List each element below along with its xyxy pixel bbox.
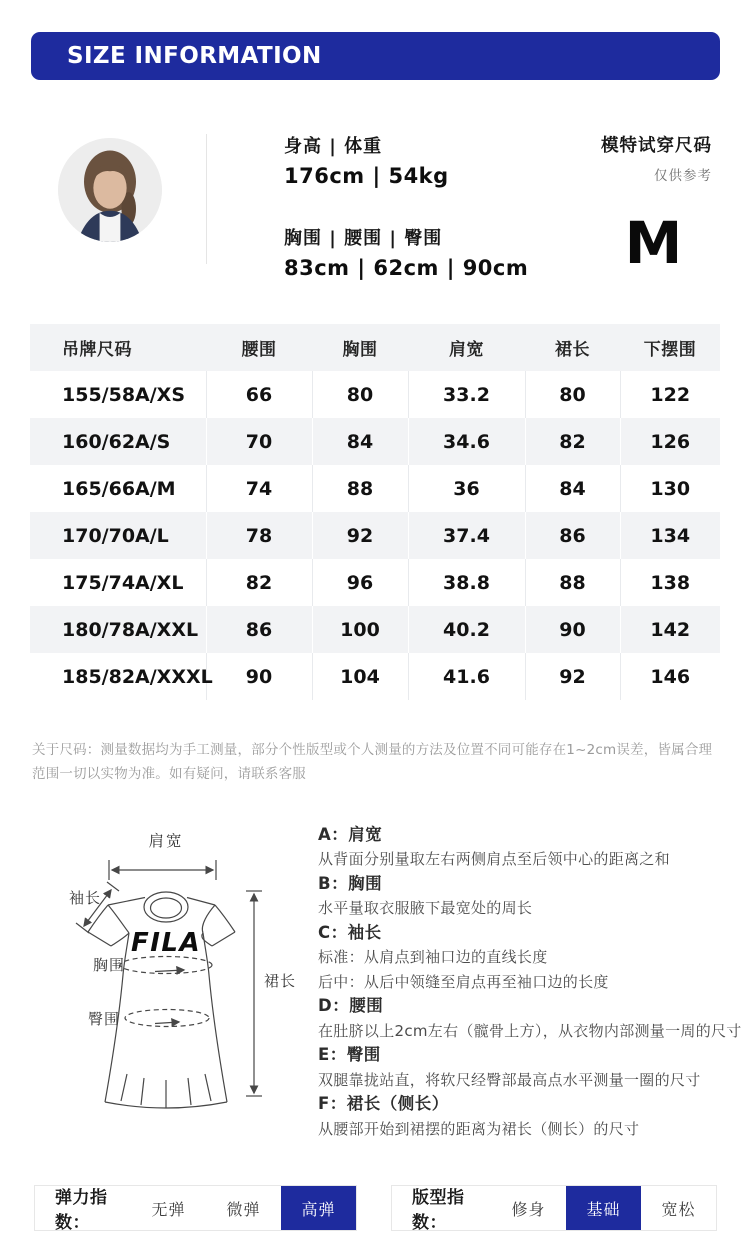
size-value-cell: 104 — [312, 653, 408, 700]
size-value-cell: 82 — [206, 559, 312, 606]
fit-option: 宽松 — [661, 1199, 696, 1219]
size-table-row — [30, 371, 720, 418]
diagram-label-shoulder: 肩宽 — [148, 831, 184, 850]
size-label-cell: 180/78A/XXL — [30, 606, 206, 653]
fit-option: 修身 — [511, 1199, 546, 1219]
dress-diagram-svg — [54, 813, 316, 1118]
elasticity-index-label: 弹力指数： — [55, 1188, 108, 1234]
elastic-option: 无弹 — [151, 1199, 186, 1219]
guide-item-title: A：肩宽 — [318, 824, 383, 844]
size-value-cell: 90 — [525, 606, 620, 653]
elastic-option-selected: 高弹 — [281, 1186, 356, 1230]
guide-item-title: B：胸围 — [318, 873, 383, 893]
size-value-cell: 37.4 — [408, 512, 525, 559]
size-value-cell: 84 — [525, 465, 620, 512]
size-table-row — [30, 653, 720, 700]
size-value-cell: 138 — [620, 559, 720, 606]
size-value-cell: 122 — [620, 371, 720, 418]
size-table-row — [30, 606, 720, 653]
fit-option-selected: 基础 — [566, 1186, 641, 1230]
guide-item-description: 标准：从肩点到袖口边的直线长度 — [318, 948, 548, 967]
size-value-cell: 80 — [312, 371, 408, 418]
diagram-label-chest: 胸围 — [92, 955, 126, 974]
guide-item-description: 在肚脐以上2cm左右（髋骨上方），从衣物内部测量一周的尺寸 — [318, 1021, 742, 1040]
size-value-cell: 84 — [312, 418, 408, 465]
index-section — [34, 1185, 750, 1234]
model-photo — [58, 138, 162, 242]
size-column-header: 下摆围 — [620, 324, 720, 371]
guide-item-title: D：腰围 — [318, 996, 384, 1016]
guide-item-description: 从背面分别量取左右两侧肩点至后领中心的距离之和 — [318, 850, 670, 869]
size-value-cell: 92 — [525, 653, 620, 700]
girth-value: 83cm | 62cm | 90cm — [284, 256, 529, 280]
size-label-cell: 160/62A/S — [30, 418, 206, 465]
fit-index-box — [391, 1185, 717, 1234]
guide-item — [318, 872, 742, 921]
size-disclaimer-text: 关于尺码：测量数据均为手工测量，部分个性版型或个人测量的方法及位置不同可能存在1~2cm误差，皆属合理范围一切以实物为准。如有疑问，请联系客服 — [32, 742, 713, 783]
guide-item-description: 后中：从后中领缝至肩点再至袖口边的长度 — [318, 972, 609, 991]
size-value-cell: 36 — [408, 465, 525, 512]
size-value-cell: 70 — [206, 418, 312, 465]
size-value-cell: 33.2 — [408, 371, 525, 418]
guide-item-title: C：袖长 — [318, 922, 382, 942]
size-table-row — [30, 465, 720, 512]
size-value-cell: 66 — [206, 371, 312, 418]
diagram-label-sleeve: 袖长 — [68, 888, 102, 907]
size-value-cell: 86 — [525, 512, 620, 559]
guide-item-title: E：臀围 — [318, 1045, 381, 1065]
size-column-header: 胸围 — [312, 324, 408, 371]
size-value-cell: 41.6 — [408, 653, 525, 700]
size-value-cell: 74 — [206, 465, 312, 512]
size-value-cell: 80 — [525, 371, 620, 418]
section-header-bar — [31, 32, 720, 80]
size-label-cell: 175/74A/XL — [62, 571, 184, 594]
size-value-cell: 82 — [525, 418, 620, 465]
size-value-cell: 34.6 — [408, 418, 525, 465]
guide-item — [318, 921, 742, 995]
measure-guide-list — [318, 813, 742, 1142]
tryon-size-value: M — [624, 209, 683, 277]
guide-item — [318, 1092, 742, 1141]
size-value-cell: 90 — [206, 653, 312, 700]
elasticity-index-box — [34, 1185, 357, 1234]
size-value-cell: 86 — [206, 606, 312, 653]
measurement-guide-section — [0, 813, 750, 1142]
size-value-cell: 130 — [620, 465, 720, 512]
size-value-cell: 96 — [312, 559, 408, 606]
size-label-cell: 165/66A/M — [62, 477, 176, 500]
vertical-divider — [206, 134, 207, 264]
guide-item — [318, 1043, 742, 1092]
guide-item — [318, 823, 742, 872]
size-label-cell: 155/58A/XS — [62, 383, 186, 406]
size-chart-table — [30, 324, 720, 700]
size-column-header: 肩宽 — [408, 324, 525, 371]
guide-item — [318, 994, 742, 1043]
fila-logo: FILA — [130, 927, 202, 958]
size-value-cell: 88 — [525, 559, 620, 606]
model-measurements — [284, 132, 528, 280]
size-value-cell: 126 — [620, 418, 720, 465]
size-value-cell: 92 — [312, 512, 408, 559]
fit-index-label: 版型指数： — [412, 1188, 465, 1234]
page-title: SIZE INFORMATION — [67, 43, 322, 69]
size-column-header: 腰围 — [206, 324, 312, 371]
size-value-cell: 40.2 — [408, 606, 525, 653]
guide-item-description: 双腿靠拢站直，将软尺经臀部最高点水平测量一圈的尺寸 — [318, 1070, 701, 1089]
size-value-cell: 38.8 — [408, 559, 525, 606]
size-table-row — [30, 512, 720, 559]
model-info-section — [58, 130, 712, 280]
guide-item-description: 从腰部开始到裙摆的距离为裙长（侧长）的尺寸 — [318, 1119, 640, 1138]
size-value-cell: 134 — [620, 512, 720, 559]
size-table-row — [30, 418, 720, 465]
size-value-cell: 88 — [312, 465, 408, 512]
size-value-cell: 142 — [620, 606, 720, 653]
size-table-row — [30, 559, 720, 606]
model-tryon-block — [601, 132, 712, 277]
diagram-label-hip: 臀围 — [87, 1009, 121, 1028]
size-label-cell: 185/82A/XXXL — [62, 665, 213, 688]
size-table-header-row — [30, 324, 720, 371]
girth-label: 胸围 | 腰围 | 臀围 — [284, 228, 443, 249]
height-weight-label: 身高 | 体重 — [284, 136, 383, 157]
size-value-cell: 146 — [620, 653, 720, 700]
size-column-header: 裙长 — [525, 324, 620, 371]
model-avatar-graphic — [58, 138, 162, 242]
dress-measurement-diagram — [54, 813, 316, 1142]
tryon-note: 仅供参考 — [654, 168, 712, 184]
guide-item-title: F：裙长（侧长） — [318, 1094, 449, 1114]
diagram-label-skirt-length: 裙长 — [263, 971, 297, 990]
size-column-header: 吊牌尺码 — [30, 324, 206, 371]
tryon-title: 模特试穿尺码 — [601, 136, 712, 156]
size-value-cell: 100 — [312, 606, 408, 653]
guide-item-description: 水平量取衣服腋下最宽处的周长 — [318, 899, 533, 918]
height-weight-value: 176cm | 54kg — [284, 164, 449, 188]
size-label-cell: 170/70A/L — [30, 512, 206, 559]
elastic-option: 微弹 — [226, 1199, 261, 1219]
size-value-cell: 78 — [206, 512, 312, 559]
